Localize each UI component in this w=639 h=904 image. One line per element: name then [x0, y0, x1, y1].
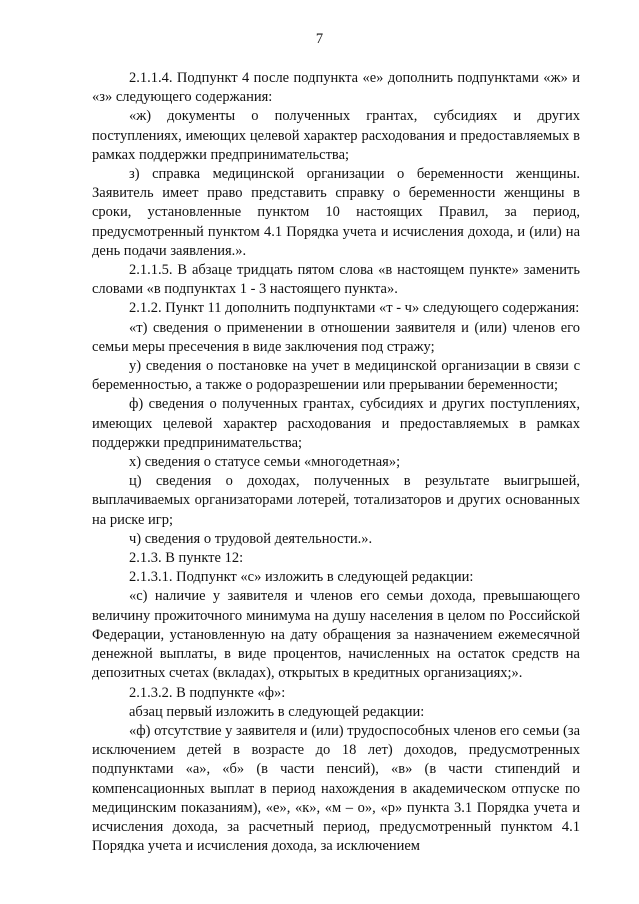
- paragraph-2-1-3-1: 2.1.3.1. Подпункт «с» изложить в следующей редакции:: [129, 569, 474, 586]
- paragraph-item-kh: х) сведения о статусе семьи «многодетная»;: [129, 454, 401, 471]
- paragraph-item-t: «т) сведения о применении в отношении заявителя и (или) членов его семьи меры пресечения в виде заключения под стражу;: [92, 319, 580, 355]
- document-body: [92, 69, 580, 856]
- paragraph-item-f: ф) сведения о полученных грантах, субсидиях и других поступлениях, имеющих целевой характер расходования и предоставляемых в рамках поддержки предпринимательства;: [92, 396, 580, 451]
- paragraph-item-u: у) сведения о постановке на учет в медицинской организации в связи с беременностью, а также о родоразрешении или прерывании беременности;: [92, 358, 580, 394]
- paragraph-2-1-3: 2.1.3. В пункте 12:: [129, 550, 244, 567]
- paragraph-2-1-1-4: 2.1.1.4. Подпункт 4 после подпункта «е» дополнить подпунктами «ж» и «з» следующего содержания:: [92, 70, 580, 106]
- paragraph-2-1-3-2: 2.1.3.2. В подпункте «ф»:: [129, 684, 286, 701]
- paragraph-item-zh: «ж) документы о полученных грантах, субсидиях и других поступлениях, имеющих целевой характер расходования и предоставляемых в рамках поддержки предпринимательства;: [92, 108, 580, 163]
- paragraph-2-1-2: 2.1.2. Пункт 11 дополнить подпунктами «т - ч» следующего содержания:: [129, 300, 580, 317]
- page-number: 7: [315, 31, 324, 47]
- paragraph-item-z: з) справка медицинской организации о беременности женщины. Заявитель имеет право представить справку о беременности женщины в сроки, установленные пунктом 10 настоящих Правил, за период, предусмотренный пунктом 4.1 Порядка учета и исчисления дохода, и (или) на день подачи заявления.».: [92, 166, 580, 259]
- paragraph-first-abzac: абзац первый изложить в следующей редакции:: [129, 703, 425, 720]
- paragraph-item-ch: ч) сведения о трудовой деятельности.».: [129, 530, 373, 547]
- paragraph-item-s: «с) наличие у заявителя и членов его семьи дохода, превышающего величину прожиточного минимума на душу населения в целом по Российской Федерации, установленную на дату обращения за назначением ежемесячной денежной выплаты, в виде процентов, начисленных на остаток средств на депозитных счетах (вкладах), открытых в кредитных организациях;».: [92, 588, 580, 682]
- paragraph-item-f-new: «ф) отсутствие у заявителя и (или) трудоспособных членов его семьи (за исключением детей в возрасте до 18 лет) доходов, предусмотренных подпунктами «а», «б» (в части пенсий), «в» (в части стипендий и компенсационных выплат в период нахождения в академическом отпуске по медицинским показаниям), «е», «к», «м – о», «р» пункта 3.1 Порядка учета и исчисления дохода, за расчетный период, предусмотренный пунктом 4.1 Порядка учета и исчисления дохода, за исключением: [92, 722, 580, 855]
- paragraph-2-1-1-5: 2.1.1.5. В абзаце тридцать пятом слова «в настоящем пункте» заменить словами «в подпунктах 1 - 3 настоящего пункта».: [92, 262, 580, 298]
- paragraph-item-ts: ц) сведения о доходах, полученных в результате выигрышей, выплачиваемых организаторами лотерей, тотализаторов и других основанных на риске игр;: [92, 473, 580, 528]
